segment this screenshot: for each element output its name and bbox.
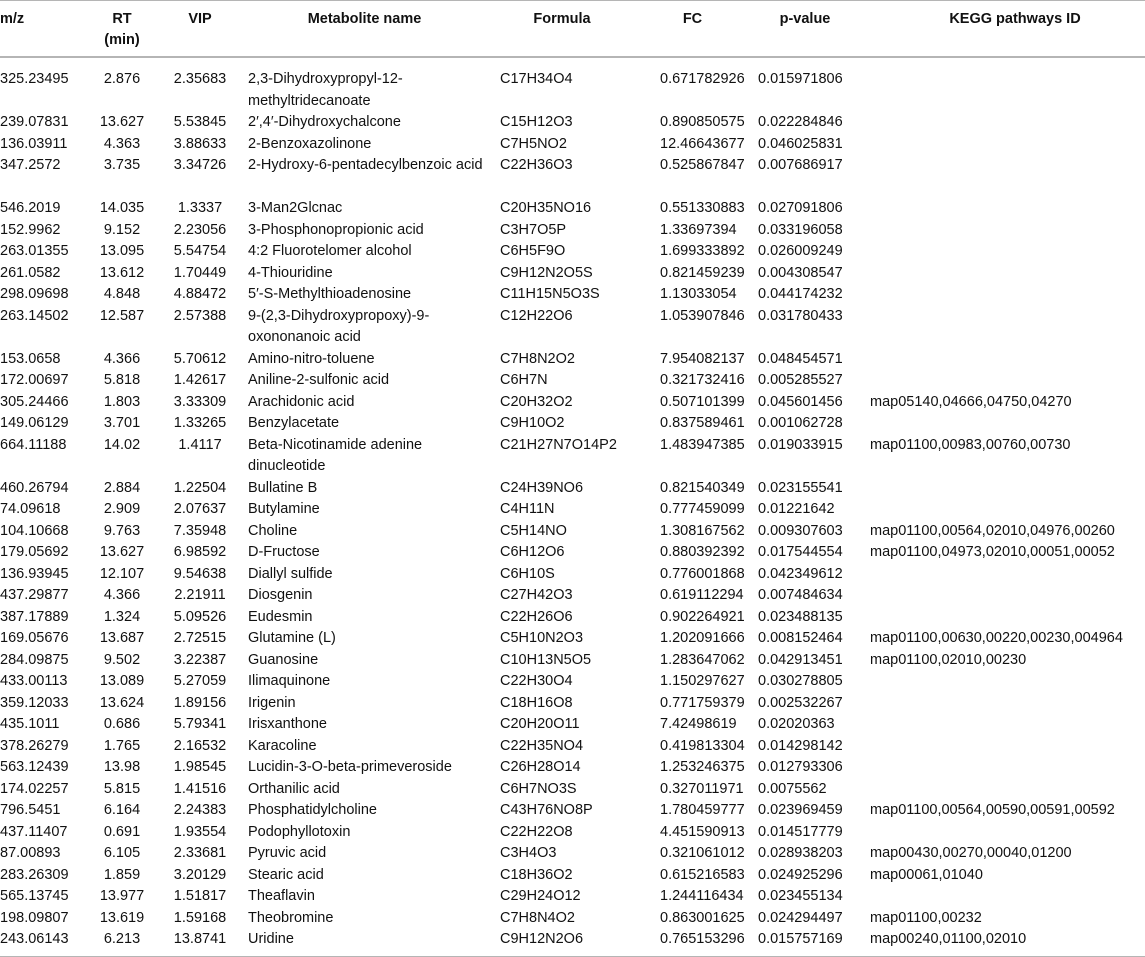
cell-kegg: map01100,00564,00590,00591,00592 (870, 802, 1115, 818)
cell-metabolite-name: Benzylacetate (248, 415, 340, 431)
cell-formula: C26H28O14 (500, 759, 581, 775)
cell-rt: 13.98 (103, 759, 141, 775)
cell-p-value: 0.028938203 (758, 845, 843, 861)
cell-rt: 5.815 (103, 780, 141, 797)
cell-mz: 263.14502 (0, 307, 69, 324)
cell-formula: C6H10S (500, 565, 555, 582)
header-p-value: p-value (779, 11, 831, 27)
cell-kegg: map01100,04973,02010,00051,00052 (870, 544, 1115, 560)
cell-formula: C6H12O6 (500, 544, 565, 560)
cell-vip: 2.07637 (173, 501, 227, 517)
cell-mz: 149.06129 (0, 415, 69, 431)
cell-formula: C18H16O8 (500, 694, 573, 711)
cell-metabolite-name: Irisxanthone (248, 716, 327, 732)
cell-formula: C10H13N5O5 (500, 651, 592, 668)
cell-mz: 243.06143 (0, 931, 69, 947)
cell-vip: 3.34726 (173, 157, 227, 173)
cell-fc: 1.202091666 (660, 630, 745, 646)
cell-formula: C3H7O5P (500, 221, 567, 238)
cell-vip: 2.33681 (173, 845, 227, 861)
cell-metabolite-name: Butylamine (248, 501, 320, 517)
cell-metabolite-name: Podophyllotoxin (248, 823, 351, 840)
cell-formula: C20H20O11 (500, 716, 580, 732)
cell-rt: 1.324 (103, 608, 141, 625)
cell-vip: 4.88472 (173, 286, 227, 302)
cell-fc: 0.327011971 (660, 780, 744, 797)
cell-fc: 0.777459099 (660, 501, 745, 517)
cell-rt: 4.363 (103, 135, 141, 152)
cell-vip: 2.57388 (173, 307, 227, 324)
cell-vip: 7.35948 (173, 522, 227, 539)
cell-rt: 6.105 (103, 845, 141, 861)
cell-metabolite-name: D-Fructose (248, 544, 320, 560)
cell-p-value: 0.019033915 (758, 436, 843, 453)
cell-vip: 5.53845 (173, 114, 227, 130)
cell-rt: 6.164 (103, 802, 141, 818)
cell-vip: 2.35683 (173, 71, 227, 87)
cell-mz: 136.03911 (0, 135, 68, 152)
cell-fc: 0.321061012 (660, 845, 745, 861)
cell-p-value: 0.023969459 (758, 802, 843, 818)
cell-mz: 152.9962 (0, 221, 61, 238)
cell-rt: 13.687 (99, 630, 145, 646)
cell-fc: 1.780459777 (660, 802, 745, 818)
cell-vip: 3.20129 (173, 866, 227, 883)
cell-metabolite-name: Diosgenin (248, 587, 313, 603)
cell-p-value: 0.009307603 (758, 522, 843, 539)
cell-formula: C9H10O2 (500, 415, 565, 431)
cell-formula: C7H8N2O2 (500, 350, 575, 367)
cell-fc: 0.507101399 (660, 393, 745, 410)
cell-formula: C27H42O3 (500, 587, 573, 603)
cell-p-value: 0.042913451 (758, 651, 843, 668)
cell-vip: 5.54754 (173, 243, 227, 259)
cell-formula: C9H12N2O6 (500, 931, 584, 947)
cell-metabolite-name: Ilimaquinone (248, 673, 331, 689)
cell-p-value: 0.026009249 (758, 243, 843, 259)
cell-fc: 0.419813304 (660, 737, 745, 754)
cell-fc: 1.150297627 (660, 673, 745, 689)
cell-rt: 9.502 (103, 651, 141, 668)
cell-p-value: 0.007484634 (758, 587, 843, 603)
cell-p-value: 0.014517779 (758, 823, 843, 840)
cell-rt: 9.152 (103, 221, 141, 238)
cell-p-value: 0.033196058 (758, 221, 843, 238)
cell-mz: 261.0582 (0, 264, 61, 281)
cell-fc: 1.308167562 (660, 522, 745, 539)
cell-mz: 460.26794 (0, 479, 69, 496)
cell-p-value: 0.042349612 (758, 565, 843, 582)
cell-vip: 2.23056 (173, 221, 227, 238)
cell-mz: 283.26309 (0, 866, 69, 883)
cell-rt: 3.735 (103, 157, 141, 173)
cell-formula: C18H36O2 (500, 866, 573, 883)
cell-metabolite-name: Beta-Nicotinamide adenine dinucleotide (248, 436, 423, 474)
cell-metabolite-name: Stearic acid (248, 866, 324, 883)
cell-mz: 198.09807 (0, 909, 69, 926)
cell-metabolite-name: 2-Hydroxy-6-pentadecylbenzoic acid (248, 157, 483, 173)
cell-p-value: 0.044174232 (758, 286, 843, 302)
cell-rt: 14.02 (103, 436, 141, 453)
cell-mz: 387.17889 (0, 608, 69, 625)
cell-p-value: 0.017544554 (758, 544, 843, 560)
cell-vip: 1.3337 (177, 200, 223, 216)
cell-formula: C7H5NO2 (500, 135, 567, 152)
cell-rt: 13.977 (99, 888, 145, 904)
cell-mz: 359.12033 (0, 694, 69, 711)
cell-p-value: 0.012793306 (758, 759, 843, 775)
cell-formula: C3H4O3 (500, 845, 557, 861)
cell-mz: 433.00113 (0, 673, 68, 689)
cell-mz: 179.05692 (0, 544, 69, 560)
cell-rt: 13.627 (99, 114, 145, 130)
cell-mz: 435.1011 (0, 716, 60, 732)
cell-kegg: map01100,00232 (870, 909, 982, 926)
cell-metabolite-name: Phosphatidylcholine (248, 802, 377, 818)
cell-metabolite-name: 2-Benzoxazolinone (248, 135, 372, 152)
cell-formula: C5H10N2O3 (500, 630, 584, 646)
cell-formula: C20H32O2 (500, 393, 573, 410)
cell-mz: 239.07831 (0, 114, 69, 130)
cell-p-value: 0.048454571 (758, 350, 843, 367)
header-fc: FC (682, 11, 703, 27)
cell-formula: C6H7N (500, 372, 548, 388)
cell-fc: 1.483947385 (660, 436, 745, 453)
cell-vip: 5.70612 (173, 350, 227, 367)
cell-vip: 1.51817 (173, 888, 227, 904)
cell-mz: 437.29877 (0, 587, 69, 603)
cell-p-value: 0.014298142 (758, 737, 843, 754)
cell-formula: C22H22O8 (500, 823, 573, 840)
cell-fc: 0.902264921 (660, 608, 745, 625)
cell-mz: 325.23495 (0, 71, 69, 87)
cell-vip: 3.33309 (173, 393, 227, 410)
cell-mz: 305.24466 (0, 393, 69, 410)
cell-metabolite-name: Pyruvic acid (248, 845, 327, 861)
cell-rt: 12.587 (99, 307, 145, 324)
cell-vip: 9.54638 (173, 565, 227, 582)
cell-kegg: map01100,00630,00220,00230,004964 (870, 630, 1123, 646)
cell-p-value: 0.027091806 (758, 200, 843, 216)
cell-vip: 3.88633 (173, 135, 227, 152)
cell-mz: 347.2572 (0, 157, 61, 173)
cell-mz: 169.05676 (0, 630, 69, 646)
cell-mz: 263.01355 (0, 243, 69, 259)
cell-vip: 1.41516 (173, 780, 227, 797)
cell-formula: C21H27N7O14P2 (500, 436, 617, 453)
cell-rt: 13.089 (99, 673, 145, 689)
cell-vip: 1.70449 (173, 264, 227, 281)
table-top-rule (0, 0, 1145, 1)
cell-fc: 0.776001868 (660, 565, 745, 582)
cell-formula: C24H39NO6 (500, 479, 584, 496)
cell-p-value: 0.002532267 (758, 694, 843, 711)
cell-formula: C4H11N (500, 501, 555, 517)
header-bottom-rule (0, 56, 1145, 58)
cell-vip: 2.16532 (173, 737, 227, 754)
cell-p-value: 0.023455134 (758, 888, 843, 904)
cell-rt: 13.627 (99, 544, 145, 560)
header-mz: m/z (0, 11, 25, 27)
cell-fc: 0.821459239 (660, 264, 745, 281)
cell-rt: 0.686 (103, 716, 141, 732)
cell-metabolite-name: 4-Thiouridine (248, 264, 333, 281)
cell-metabolite-name: Theaflavin (248, 888, 315, 904)
cell-kegg: map01100,00564,02010,04976,00260 (870, 522, 1115, 539)
cell-rt: 2.884 (103, 479, 141, 496)
cell-formula: C9H12N2O5S (500, 264, 593, 281)
cell-p-value: 0.015971806 (758, 71, 843, 87)
cell-formula: C22H36O3 (500, 157, 573, 173)
table-bottom-rule (0, 956, 1145, 957)
cell-fc: 1.253246375 (660, 759, 745, 775)
cell-vip: 5.79341 (173, 716, 227, 732)
cell-rt: 1.803 (103, 393, 141, 410)
cell-vip: 1.59168 (173, 909, 227, 926)
cell-fc: 0.671782926 (660, 71, 745, 87)
cell-p-value: 0.0075562 (758, 780, 827, 797)
header-rt (92, 9, 152, 51)
header-rt-line1: RT (112, 11, 132, 27)
cell-metabolite-name: Orthanilic acid (248, 780, 340, 797)
cell-vip: 6.98592 (173, 544, 227, 560)
cell-mz: 546.2019 (0, 200, 61, 216)
cell-fc: 7.42498619 (660, 716, 737, 732)
cell-metabolite-name: Glutamine (L) (248, 630, 336, 646)
cell-mz: 565.13745 (0, 888, 69, 904)
cell-p-value: 0.045601456 (758, 393, 843, 410)
cell-mz: 172.00697 (0, 372, 69, 388)
cell-vip: 2.72515 (173, 630, 227, 646)
cell-metabolite-name: Amino-nitro-toluene (248, 350, 375, 367)
cell-p-value: 0.024925296 (758, 866, 843, 883)
cell-rt: 1.765 (103, 737, 141, 754)
cell-metabolite-name: 3-Man2Glcnac (248, 200, 343, 216)
cell-mz: 153.0658 (0, 350, 61, 367)
cell-mz: 136.93945 (0, 565, 69, 582)
cell-metabolite-name: Guanosine (248, 651, 319, 668)
cell-fc: 0.880392392 (660, 544, 745, 560)
header-rt-line2: (min) (104, 32, 140, 48)
cell-rt: 13.612 (99, 264, 145, 281)
cell-fc: 4.451590913 (660, 823, 745, 840)
cell-p-value: 0.023488135 (758, 608, 843, 625)
cell-formula: C20H35NO16 (500, 200, 592, 216)
cell-metabolite-name: 3-Phosphonopropionic acid (248, 221, 424, 238)
cell-mz: 298.09698 (0, 286, 69, 302)
cell-formula: C17H34O4 (500, 71, 573, 87)
cell-mz: 74.09618 (0, 501, 61, 517)
cell-p-value: 0.031780433 (758, 307, 843, 324)
header-vip: VIP (188, 11, 212, 27)
cell-fc: 0.551330883 (660, 200, 745, 216)
cell-rt: 6.213 (103, 931, 141, 947)
cell-metabolite-name: Choline (248, 522, 298, 539)
cell-formula: C22H35NO4 (500, 737, 584, 754)
cell-mz: 174.02257 (0, 780, 69, 797)
cell-mz: 284.09875 (0, 651, 69, 668)
cell-fc: 1.33697394 (660, 221, 737, 238)
cell-mz: 104.10668 (0, 522, 69, 539)
cell-rt: 5.818 (103, 372, 141, 388)
cell-rt: 13.619 (99, 909, 145, 926)
cell-p-value: 0.015757169 (758, 931, 843, 947)
cell-p-value: 0.046025831 (758, 135, 843, 152)
cell-metabolite-name: 4:2 Fluorotelomer alcohol (248, 243, 412, 259)
cell-fc: 0.765153296 (660, 931, 745, 947)
cell-formula: C12H22O6 (500, 307, 573, 324)
cell-fc: 1.053907846 (660, 307, 745, 324)
cell-kegg: map00061,01040 (870, 866, 983, 883)
cell-p-value: 0.030278805 (758, 673, 843, 689)
cell-metabolite-name: 2′,4′-Dihydroxychalcone (248, 114, 401, 130)
cell-p-value: 0.007686917 (758, 157, 843, 173)
cell-p-value: 0.004308547 (758, 264, 843, 281)
cell-fc: 7.954082137 (660, 350, 745, 367)
cell-metabolite-name: Theobromine (248, 909, 334, 926)
cell-metabolite-name: Lucidin-3-O-beta-primeveroside (248, 759, 452, 775)
cell-fc: 0.321732416 (660, 372, 745, 388)
header-metabolite-name: Metabolite name (307, 11, 422, 27)
cell-p-value: 0.023155541 (758, 479, 843, 496)
cell-metabolite-name: Aniline-2-sulfonic acid (248, 372, 390, 388)
cell-fc: 12.46643677 (660, 135, 745, 152)
cell-formula: C6H7NO3S (500, 780, 577, 797)
cell-vip: 1.98545 (173, 759, 227, 775)
cell-fc: 1.13033054 (660, 286, 737, 302)
cell-mz: 437.11407 (0, 823, 68, 840)
cell-mz: 664.11188 (0, 436, 67, 453)
cell-vip: 5.27059 (173, 673, 227, 689)
cell-vip: 1.93554 (173, 823, 227, 840)
cell-formula: C22H26O6 (500, 608, 573, 625)
cell-vip: 13.8741 (173, 931, 227, 947)
cell-formula: C7H8N4O2 (500, 909, 575, 926)
cell-metabolite-name: Eudesmin (248, 608, 313, 625)
cell-fc: 0.837589461 (660, 415, 745, 431)
cell-fc: 1.244116434 (660, 888, 744, 904)
cell-formula: C29H24O12 (500, 888, 581, 904)
cell-fc: 1.283647062 (660, 651, 745, 668)
cell-mz: 563.12439 (0, 759, 69, 775)
cell-vip: 1.89156 (173, 694, 227, 711)
cell-formula: C6H5F9O (500, 243, 566, 259)
cell-p-value: 0.022284846 (758, 114, 843, 130)
cell-rt: 3.701 (103, 415, 141, 431)
cell-kegg: map05140,04666,04750,04270 (870, 393, 1072, 410)
cell-vip: 2.24383 (173, 802, 227, 818)
cell-metabolite-name: Irigenin (248, 694, 296, 711)
cell-vip: 1.4117 (178, 436, 222, 453)
cell-formula: C43H76NO8P (500, 802, 593, 818)
cell-kegg: map00240,01100,02010 (870, 931, 1027, 947)
cell-mz: 378.26279 (0, 737, 69, 754)
cell-formula: C22H30O4 (500, 673, 573, 689)
cell-metabolite-name: 5′-S-Methylthioadenosine (248, 286, 412, 302)
cell-kegg: map00430,00270,00040,01200 (870, 845, 1072, 861)
cell-metabolite-name: Arachidonic acid (248, 393, 355, 410)
cell-rt: 4.848 (103, 286, 141, 302)
cell-mz: 796.5451 (0, 802, 61, 818)
cell-formula: C11H15N5O3S (500, 286, 600, 302)
cell-rt: 4.366 (103, 350, 141, 367)
cell-fc: 0.890850575 (660, 114, 745, 130)
cell-rt: 2.876 (103, 71, 141, 87)
cell-kegg: map01100,00983,00760,00730 (870, 436, 1071, 453)
cell-kegg: map01100,02010,00230 (870, 651, 1027, 668)
cell-fc: 1.699333892 (660, 243, 745, 259)
cell-metabolite-name: Bullatine B (248, 479, 318, 496)
cell-formula: C5H14NO (500, 522, 567, 539)
cell-p-value: 0.024294497 (758, 909, 843, 926)
cell-metabolite-name: Karacoline (248, 737, 317, 754)
cell-metabolite-name: 2,3-Dihydroxypropyl-12-methyltridecanoate (248, 71, 403, 109)
cell-fc: 0.619112294 (660, 587, 744, 603)
cell-rt: 9.763 (103, 522, 141, 539)
header-kegg-pathways-id: KEGG pathways ID (949, 11, 1081, 27)
cell-p-value: 0.001062728 (758, 415, 843, 431)
cell-p-value: 0.01221642 (758, 501, 835, 517)
cell-p-value: 0.02020363 (758, 716, 835, 732)
cell-vip: 3.22387 (173, 651, 227, 668)
cell-rt: 13.624 (99, 694, 145, 711)
cell-rt: 0.691 (103, 823, 141, 840)
header-formula: Formula (533, 11, 591, 27)
cell-metabolite-name: Uridine (248, 931, 294, 947)
cell-metabolite-name: 9-(2,3-Dihydroxypropoxy)-9-oxononanoic acid (248, 307, 430, 345)
cell-rt: 2.909 (103, 501, 141, 517)
cell-vip: 5.09526 (173, 608, 227, 625)
cell-mz: 87.00893 (0, 845, 61, 861)
cell-vip: 2.21911 (174, 587, 226, 603)
cell-fc: 0.615216583 (660, 866, 745, 883)
cell-vip: 1.33265 (173, 415, 227, 431)
cell-rt: 12.107 (99, 565, 145, 582)
cell-vip: 1.22504 (173, 479, 227, 496)
cell-fc: 0.525867847 (660, 157, 745, 173)
cell-rt: 1.859 (103, 866, 141, 883)
cell-fc: 0.821540349 (660, 479, 745, 496)
cell-rt: 13.095 (99, 243, 145, 259)
cell-p-value: 0.008152464 (758, 630, 843, 646)
cell-vip: 1.42617 (173, 372, 227, 388)
cell-rt: 4.366 (103, 587, 141, 603)
cell-rt: 14.035 (99, 200, 145, 216)
cell-fc: 0.771759379 (660, 694, 745, 711)
cell-p-value: 0.005285527 (758, 372, 843, 388)
cell-metabolite-name: Diallyl sulfide (248, 565, 333, 582)
cell-formula: C15H12O3 (500, 114, 573, 130)
cell-fc: 0.863001625 (660, 909, 745, 926)
